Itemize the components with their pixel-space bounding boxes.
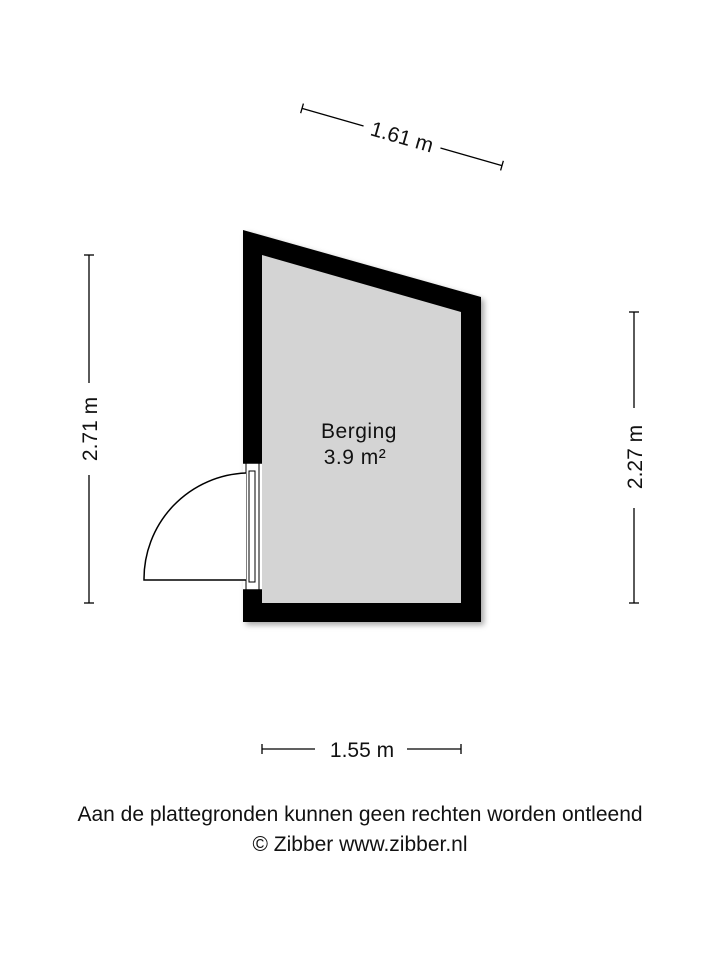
- dimension-bottom: [262, 739, 461, 762]
- dimension-left-label: 2.71 m: [79, 396, 102, 462]
- door-swing-arc: [144, 473, 246, 580]
- dimension-top: [299, 98, 505, 177]
- room-area: 3.9 m²: [323, 446, 387, 469]
- dimension-bottom-label: 1.55 m: [329, 739, 395, 762]
- copyright-text: © Zibber www.zibber.nl: [252, 833, 468, 856]
- disclaimer-text: Aan de plattegronden kunnen geen rechten worden ontleend: [77, 803, 643, 826]
- dimension-right-label: 2.27 m: [624, 424, 647, 490]
- dimension-left: [79, 255, 102, 603]
- door-leaf: [249, 471, 255, 582]
- dimension-top-label: 1.61 m: [367, 117, 436, 158]
- dimension-right: [624, 312, 647, 603]
- room-name: Berging: [321, 420, 397, 443]
